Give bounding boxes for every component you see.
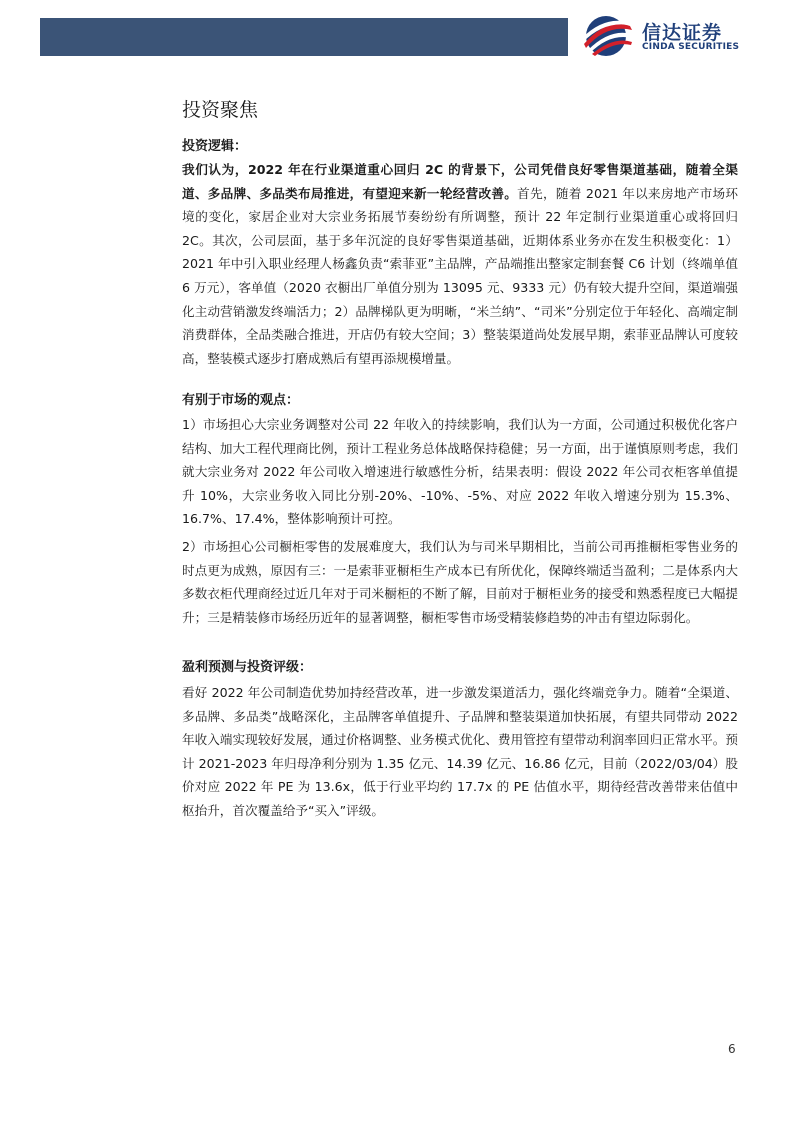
- paragraph-logic-lead: 我们认为，2022 年在行业渠道重心回归 2C 的背景下，公司凭借良好零售渠道基础，随着全渠道、多品牌、多品类布局推进，有望迎来新一轮经营改善。: [182, 162, 738, 201]
- paragraph-differ-1: 1）市场担心大宗业务调整对公司 22 年收入的持续影响，我们认为一方面，公司通过积极优化客户结构、加大工程代理商比例，预计工程业务总体战略保持稳健；另一方面，出于谨慎原则考虑，我们就大宗业务对 2022 年公司收入增速进行敏感性分析，结果表明：假设 2022 年公司衣柜客单值提升 10%，大宗业务收入同比分别-20%、-10%、-5%、对应 2022 年收入增速分别为 15.3%、16.7%、17.4%，整体影响预计可控。: [182, 417, 738, 527]
- logo-chinese-text: 信达证券: [642, 22, 723, 44]
- page-title: 投资聚焦: [182, 99, 259, 121]
- page-number: 6: [728, 1042, 736, 1056]
- header-bar: [40, 18, 568, 56]
- logo-english-text: CINDA SECURITIES: [642, 42, 740, 52]
- section-heading-differ: 有别于市场的观点：: [182, 393, 300, 408]
- paragraph-logic-body: 首先，随着 2021 年以来房地产市场环境的变化，家居企业对大宗业务拓展节奏纷纷有所调整，预计 22 年定制行业渠道重心或将回归 2C。其次，公司层面，基于多年沉淀的良好零售渠道基础，近期体系业务亦在发生积极变化：1）2021 年中引入职业经理人杨鑫负责“索菲亚”主品牌，产品端推出整家定制套餐 C6 计划（终端单值 6 万元），客单值（2020 衣橱出厂单值分别为 13095 元、9333 元）仍有较大提升空间，渠道端强化主动营销激发终端活力；2）品牌梯队更为明晰，“米兰纳”、“司米”分别定位于年轻化、高端定制消费群体，全品类融合推进，开店仍有较大空间；3）整装渠道尚处发展早期，索菲亚品牌认可度较高，整装模式逐步打磨成熟后有望再添规模增量。: [182, 185, 739, 366]
- cinda-emblem-icon: [576, 14, 636, 58]
- paragraph-forecast: 看好 2022 年公司制造优势加持经营改革，进一步激发渠道活力，强化终端竞争力。随着“全渠道、多品牌、多品类”战略深化，主品牌客单值提升、子品牌和整装渠道加快拓展，有望共同带动 2022 年收入端实现较好发展，通过价格调整、业务模式优化、费用管控有望带动利润率回归正常水平。预计 2021-2023 年归母净利分别为 1.35 亿元、14.39 亿元、16.86 亿元，目前（2022/03/04）股价对应 2022 年 PE 为 13.6x，低于行业平均约 17.7x 的 PE 估值水平，期待经营改善带来估值中枢抬升，首次覆盖给予“买入”评级。: [182, 685, 738, 818]
- paragraph-differ-2: 2）市场担心公司橱柜零售的发展难度大，我们认为与司米早期相比，当前公司再推橱柜零售业务的时点更为成熟，原因有三：一是索菲亚橱柜生产成本已有所优化，保障终端适当盈利；二是体系内大多数衣柜代理商经过近几年对于司米橱柜的不断了解，目前对于橱柜业务的接受和熟悉程度已大幅提升；三是精装修市场经历近年的显著调整，橱柜零售市场受精装修趋势的冲击有望边际弱化。: [182, 539, 738, 625]
- section-heading-forecast: 盈利预测与投资评级：: [182, 660, 313, 675]
- paragraph-logic: [182, 158, 738, 370]
- section-heading-logic: 投资逻辑：: [182, 139, 248, 154]
- cinda-logo: [576, 14, 766, 60]
